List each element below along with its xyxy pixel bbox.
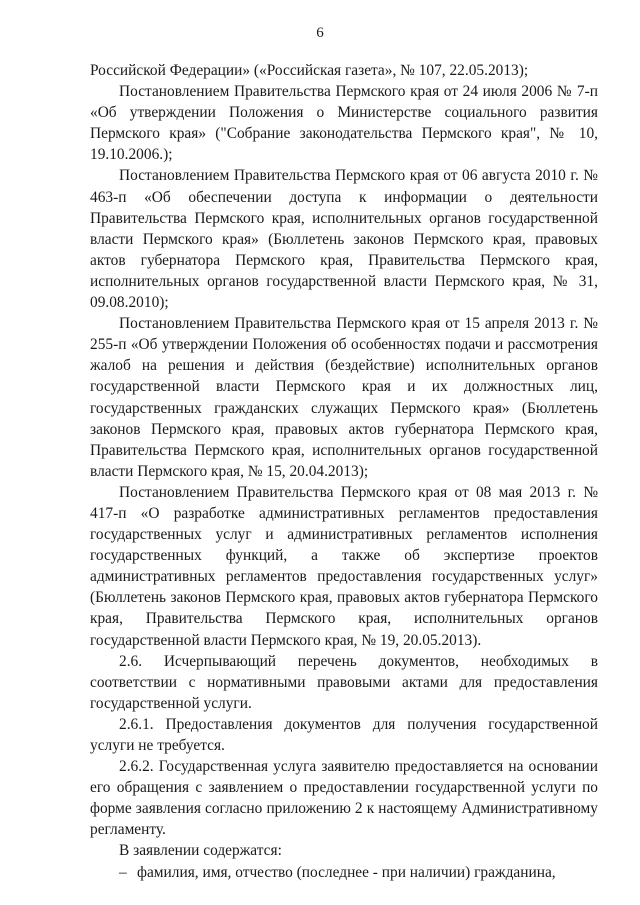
paragraph-resolution-417p: Постановлением Правительства Пермского края от 08 мая 2013 г. № 417-п «О разработке административных регламентов предоставления государственных услуг и административных регламентов исполнения государственных функций, а также об экспертизе проектов административных регламентов предоставления государственных услуг» (Бюллетень законов Пермского края, правовых актов губернатора Пермского края, Правительства Пермского края, исполнительных органов государственной власти Пермского края, № 19, 20.05.2013). [90,483,598,649]
paragraph-continuation: Российской Федерации» («Российская газета», № 107, 22.05.2013); [90,62,529,79]
paragraph-resolution-7p: Постановлением Правительства Пермского края от 24 июля 2006 № 7-п «Об утверждении Положения о Министерстве социального развития Пермского края» ("Собрание законодательства Пермского края", № 10, 19.10.2006.); [90,83,598,164]
paragraph-application-contents: В заявлении содержатся: [119,842,282,860]
paragraph-section-2-6-1: 2.6.1. Предоставления документов для получения государственной услуги не требуется. [90,715,598,754]
list-dash-marker: – [119,863,127,881]
paragraph-section-2-6: 2.6. Исчерпывающий перечень документов, необходимых в соответствии с нормативными правовыми актами для предоставления государственной услуги. [90,652,598,712]
paragraph-section-2-6-2: 2.6.2. Государственная услуга заявителю предоставляется на основании его обращения с заявлением о предоставлении государственной услуги по форме заявления согласно приложению 2 к настоящему Административному регламенту. [90,758,598,839]
document-body [90,60,598,883]
list-item [90,862,598,883]
paragraph-resolution-463p: Постановлением Правительства Пермского края от 06 августа 2010 г. № 463-п «Об обеспечении доступа к информации о деятельности Правительства Пермского края, исполнительных органов государственной власти Пермского края» (Бюллетень законов Пермского края, правовых актов губернатора Пермского края, Правительства Пермского края, исполнительных органов государственной власти Пермского края, № 31, 09.08.2010); [90,167,598,312]
page-number: 6 [316,25,324,41]
list-item-text: фамилия, имя, отчество (последнее - при наличии) гражданина, [137,863,556,881]
paragraph-resolution-255p: Постановлением Правительства Пермского края от 15 апреля 2013 г. № 255-п «Об утверждении Положения об особенностях подачи и рассмотрения жалоб на решения и действия (бездействие) исполнительных органов государственной власти Пермского края и их должностных лиц, государственных гражданских служащих Пермского края» (Бюллетень законов Пермского края, правовых актов губернатора Пермского края, Правительства Пермского края, исполнительных органов государственной власти Пермского края, № 15, 20.04.2013); [90,315,598,480]
